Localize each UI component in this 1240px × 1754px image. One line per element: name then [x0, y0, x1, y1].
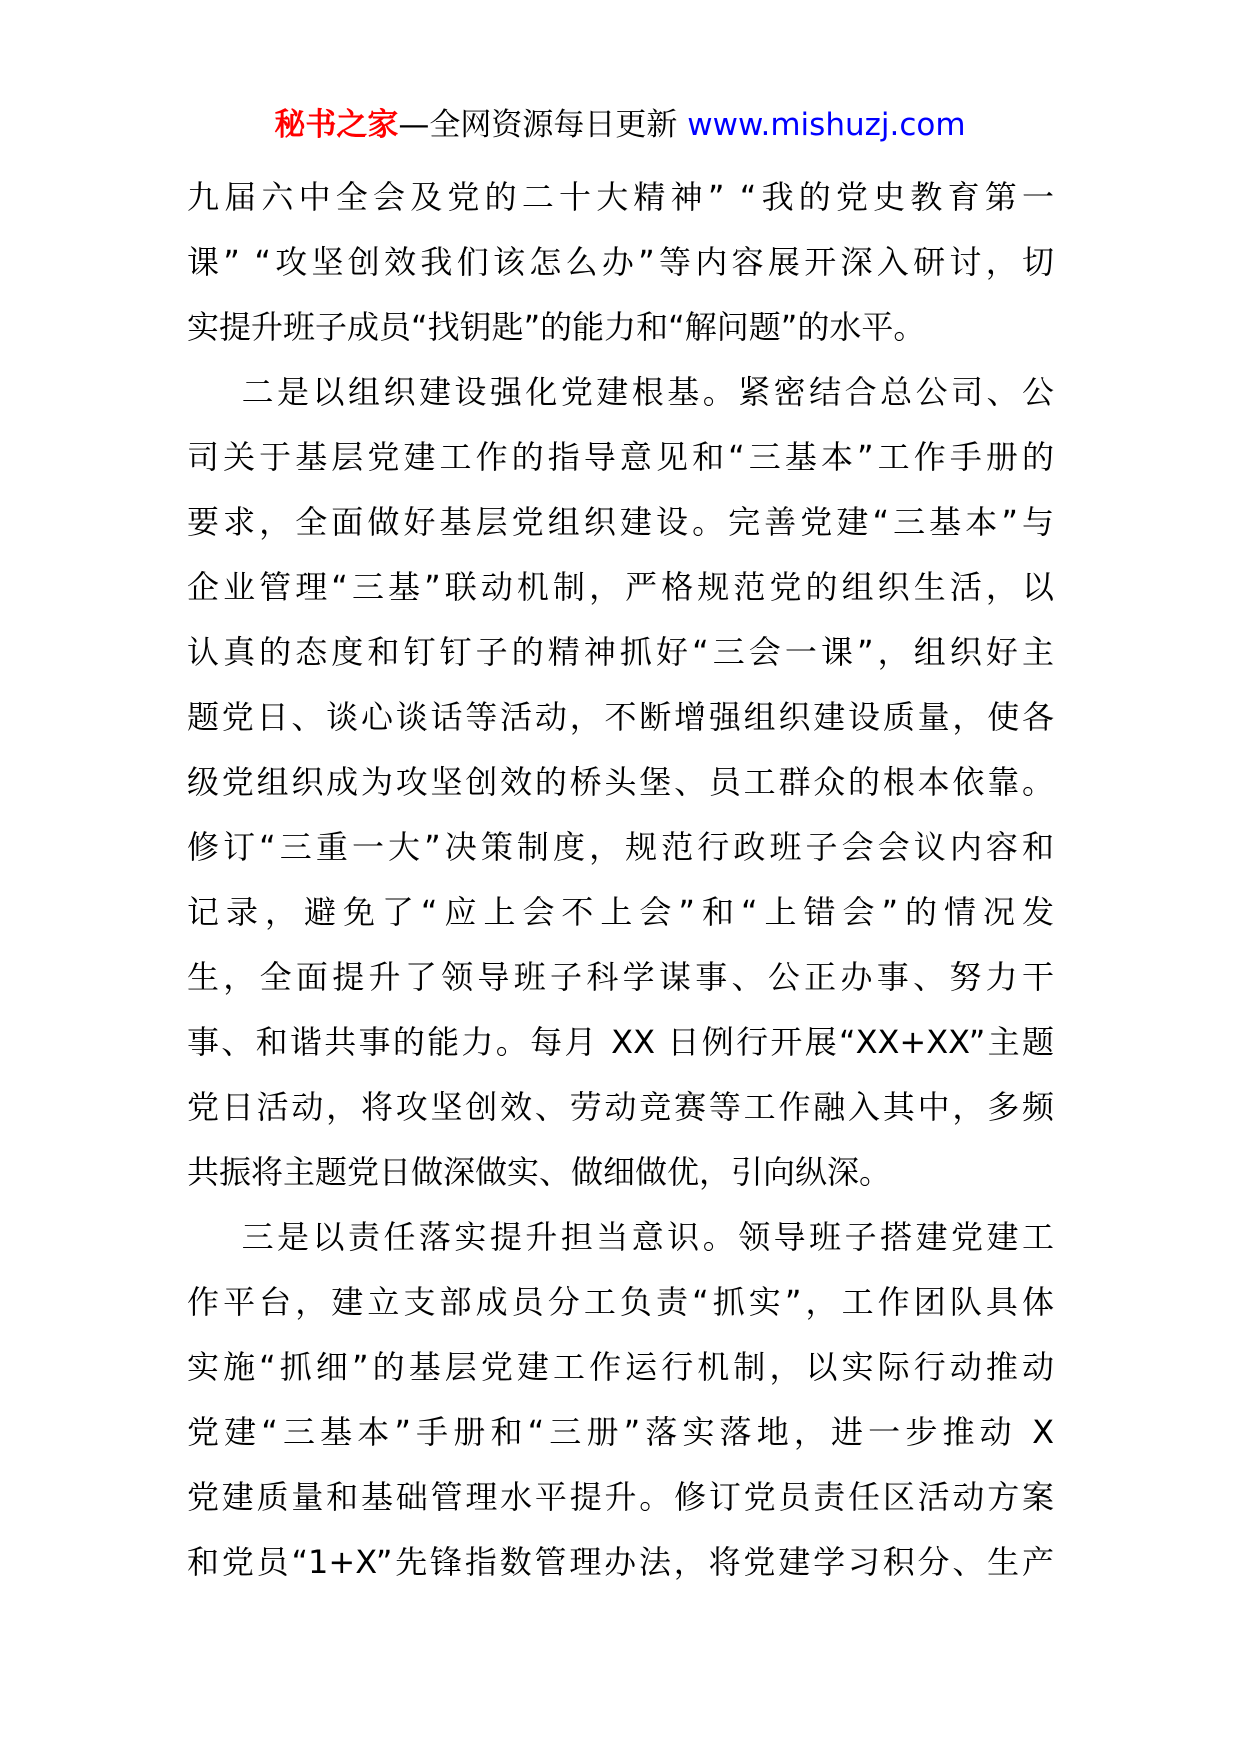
- brand-name: 秘书之家: [274, 107, 399, 143]
- text-line: 生，全面提升了领导班子科学谋事、公正办事、努力干: [187, 958, 1054, 996]
- text-line: 二是以组织建设强化党建根基。紧密结合总公司、公: [187, 373, 1054, 411]
- text-line: 认真的态度和钉钉子的精神抓好“三会一课”，组织好主: [187, 633, 1054, 671]
- text-line: 级党组织成为攻坚创效的桥头堡、员工群众的根本依靠。: [187, 763, 1054, 801]
- document-body: [187, 165, 1054, 1595]
- text-line: 实施“抓细”的基层党建工作运行机制，以实际行动推动: [187, 1348, 1054, 1386]
- header-tagline: —全网资源每日更新: [398, 107, 678, 143]
- text-line: 三是以责任落实提升担当意识。领导班子搭建党建工: [187, 1218, 1054, 1256]
- text-line: 企业管理“三基”联动机制，严格规范党的组织生活，以: [187, 568, 1054, 606]
- text-line: 和党员“1+X”先锋指数管理办法，将党建学习积分、生产: [187, 1543, 1054, 1581]
- text-line: 实提升班子成员“找钥匙”的能力和“解问题”的水平。: [187, 308, 926, 346]
- site-url-link[interactable]: www.mishuzj.com: [687, 107, 966, 143]
- site-header: [0, 103, 1240, 147]
- text-line: 九届六中全会及党的二十大精神” “我的党史教育第一: [187, 178, 1054, 216]
- text-line: 题党日、谈心谈话等活动，不断增强组织建设质量，使各: [187, 698, 1054, 736]
- text-line: 事、和谐共事的能力。每月 XX 日例行开展“XX+XX”主题: [187, 1023, 1054, 1061]
- text-line: 共振将主题党日做深做实、做细做优，引向纵深。: [187, 1153, 892, 1191]
- text-line: 党日活动，将攻坚创效、劳动竞赛等工作融入其中，多频: [187, 1088, 1054, 1126]
- text-line: 司关于基层党建工作的指导意见和“三基本”工作手册的: [187, 438, 1054, 476]
- text-line: 修订“三重一大”决策制度，规范行政班子会会议内容和: [187, 828, 1054, 866]
- text-line: 要求，全面做好基层党组织建设。完善党建“三基本”与: [187, 503, 1054, 541]
- text-line: 记录，避免了“应上会不上会”和“上错会”的情况发: [187, 893, 1054, 931]
- text-line: 党建“三基本”手册和“三册”落实落地，进一步推动 X: [187, 1413, 1054, 1451]
- text-line: 作平台，建立支部成员分工负责“抓实”，工作团队具体: [187, 1283, 1054, 1321]
- text-line: 党建质量和基础管理水平提升。修订党员责任区活动方案: [187, 1478, 1054, 1516]
- text-line: 课” “攻坚创效我们该怎么办”等内容展开深入研讨，切: [187, 243, 1054, 281]
